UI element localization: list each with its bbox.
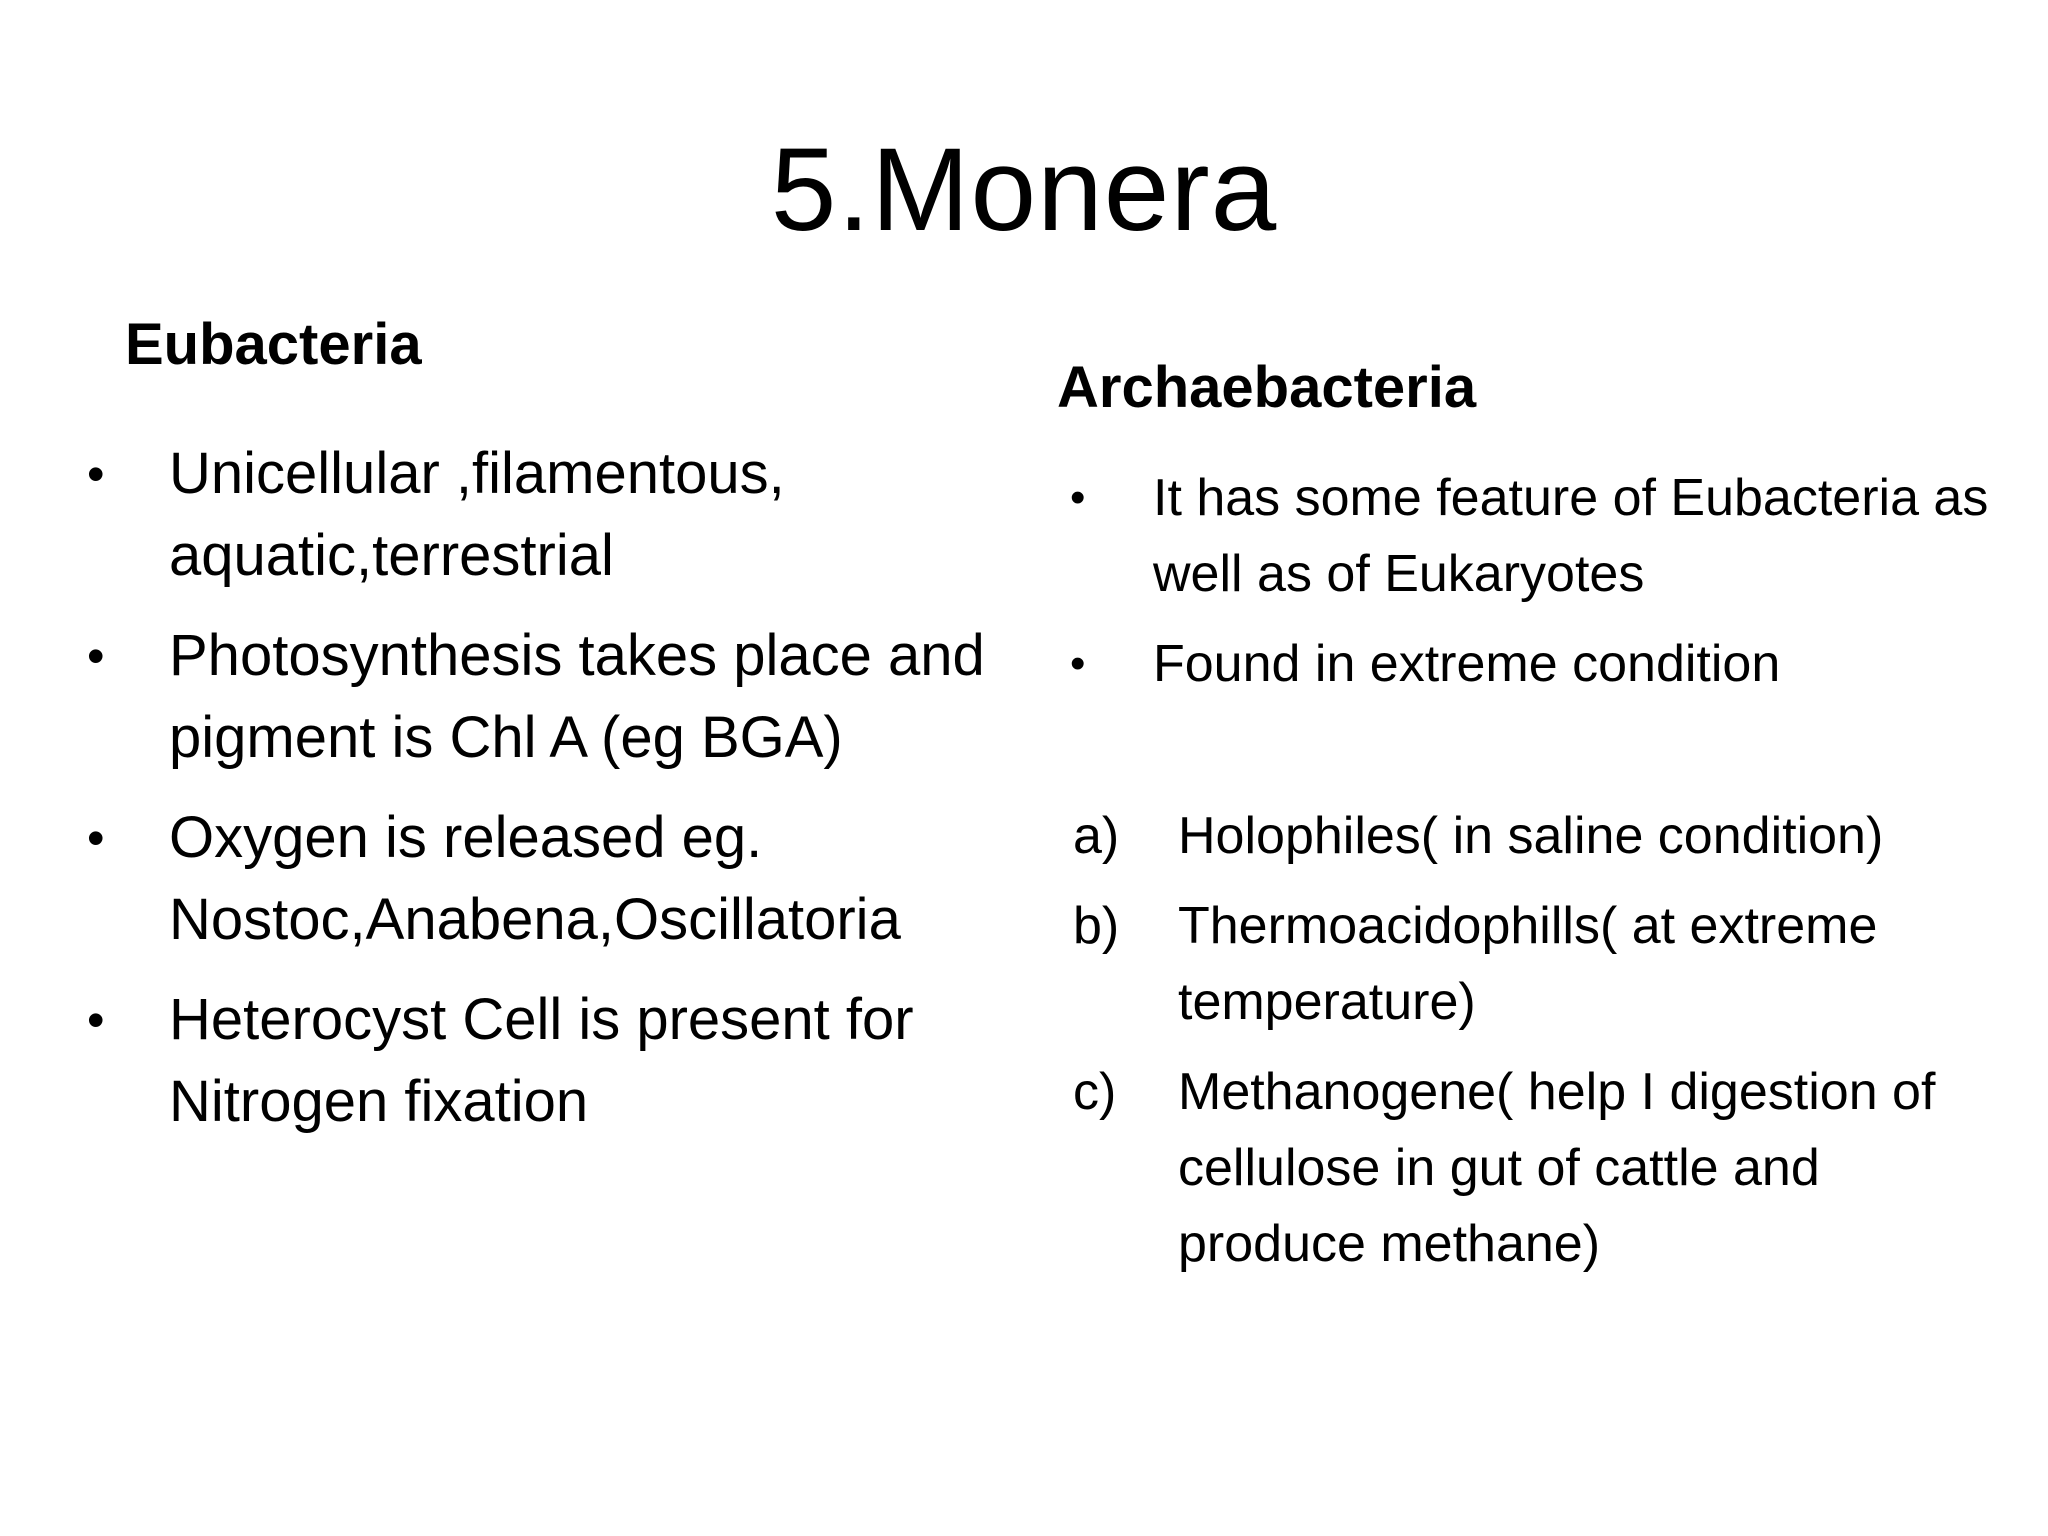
- list-item: [87, 979, 1007, 1143]
- archaebacteria-types-list: [1073, 798, 2003, 1296]
- list-item-text: Photosynthesis takes place and pigment is Chl A (eg BGA): [169, 623, 985, 770]
- list-item-text: Holophiles( in saline condition): [1178, 807, 1884, 865]
- archaebacteria-list: [1070, 460, 2000, 716]
- archaebacteria-heading: Archaebacteria: [1057, 355, 1477, 420]
- list-item: [1073, 888, 2003, 1040]
- bullet-icon: •: [1070, 639, 1086, 688]
- list-item: [1073, 1054, 2003, 1282]
- bullet-icon: •: [87, 628, 105, 684]
- list-item-text: It has some feature of Eubacteria as well as of Eukaryotes: [1153, 469, 1989, 603]
- list-item-text: Oxygen is released eg. Nostoc,Anabena,Oscillatoria: [169, 805, 901, 952]
- eubacteria-list: [87, 433, 1007, 1161]
- list-item-text: Heterocyst Cell is present for Nitrogen fixation: [169, 987, 914, 1134]
- list-item: [1070, 626, 2000, 702]
- list-marker: b): [1073, 897, 1120, 955]
- bullet-icon: •: [1070, 473, 1086, 522]
- bullet-icon: •: [87, 446, 105, 502]
- list-marker: a): [1073, 807, 1120, 865]
- bullet-icon: •: [87, 810, 105, 866]
- slide-title: 5.Monera: [770, 124, 1278, 256]
- list-item-text: Thermoacidophills( at extreme temperature): [1178, 897, 1878, 1031]
- eubacteria-heading: Eubacteria: [125, 312, 422, 377]
- bullet-icon: •: [87, 992, 105, 1048]
- list-item-text: Methanogene( help I digestion of cellulose in gut of cattle and produce methane): [1178, 1063, 1936, 1273]
- list-marker: c): [1073, 1063, 1117, 1121]
- list-item: [87, 797, 1007, 961]
- list-item: [1073, 798, 2003, 874]
- list-item: [1070, 460, 2000, 612]
- list-item-text: Unicellular ,filamentous, aquatic,terrestrial: [169, 441, 785, 588]
- list-item: [87, 615, 1007, 779]
- list-item-text: Found in extreme condition: [1153, 635, 1781, 693]
- list-item: [87, 433, 1007, 597]
